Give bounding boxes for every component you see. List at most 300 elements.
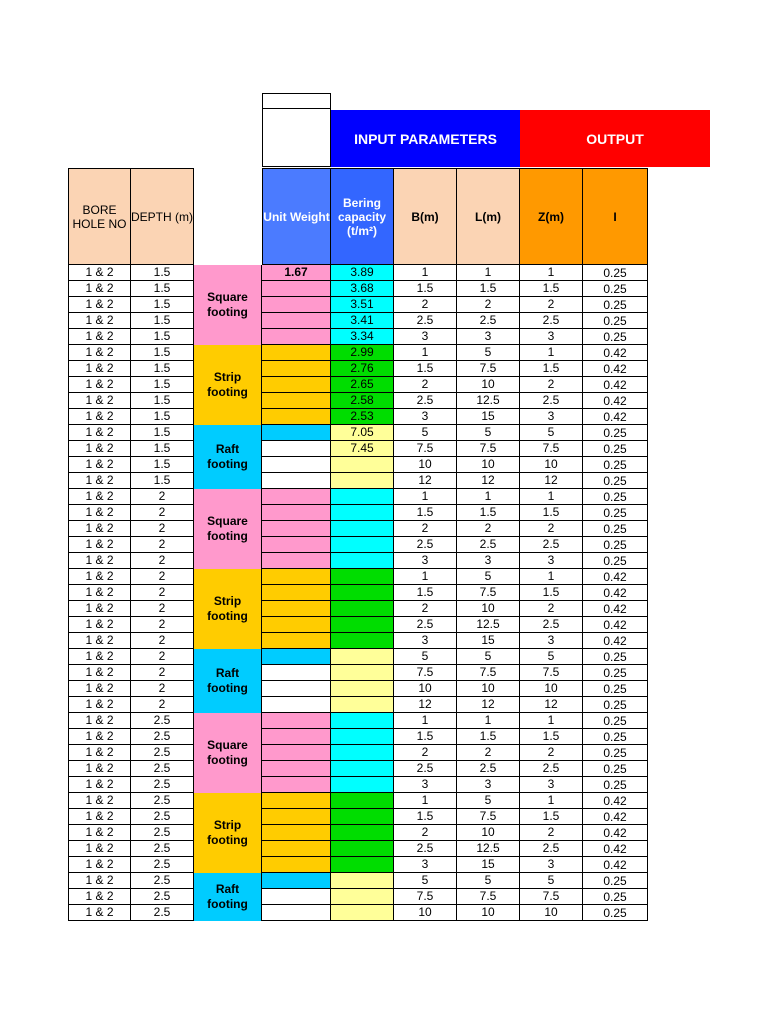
l-cell: 1 [457, 265, 520, 281]
table-row [68, 729, 648, 745]
b-cell: 1 [394, 569, 457, 585]
l-cell: 5 [457, 425, 520, 441]
bore-hole-cell: 1 & 2 [68, 297, 131, 313]
bore-hole-cell: 1 & 2 [68, 345, 131, 361]
table-row [68, 281, 648, 297]
z-cell: 2 [520, 745, 583, 761]
bearing-capacity-cell: 7.05 [331, 425, 394, 441]
z-cell: 5 [520, 873, 583, 889]
bore-hole-cell: 1 & 2 [68, 313, 131, 329]
bearing-capacity-cell [331, 713, 394, 729]
z-cell: 3 [520, 553, 583, 569]
depth-cell: 2.5 [131, 825, 194, 841]
table-row [68, 521, 648, 537]
i-cell: 0.25 [583, 761, 648, 777]
l-cell: 1 [457, 489, 520, 505]
l-cell: 12.5 [457, 393, 520, 409]
b-cell: 7.5 [394, 665, 457, 681]
bore-hole-cell: 1 & 2 [68, 377, 131, 393]
depth-cell: 1.5 [131, 441, 194, 457]
table-row [68, 537, 648, 553]
bore-hole-cell: 1 & 2 [68, 505, 131, 521]
table-row [68, 569, 648, 585]
unit-weight-cell [262, 793, 331, 809]
b-cell: 7.5 [394, 441, 457, 457]
i-cell: 0.42 [583, 409, 648, 425]
bore-hole-cell: 1 & 2 [68, 537, 131, 553]
bore-hole-cell: 1 & 2 [68, 841, 131, 857]
z-cell: 2 [520, 377, 583, 393]
table-row [68, 601, 648, 617]
output-banner: OUTPUT [520, 110, 710, 167]
unit-weight-cell [262, 441, 331, 457]
bore-hole-cell: 1 & 2 [68, 569, 131, 585]
bore-hole-cell: 1 & 2 [68, 857, 131, 873]
bearing-capacity-cell [331, 473, 394, 489]
table-row [68, 761, 648, 777]
l-cell: 1.5 [457, 729, 520, 745]
header-unit-weight: Unit Weight [262, 168, 331, 265]
b-cell: 10 [394, 681, 457, 697]
z-cell: 7.5 [520, 441, 583, 457]
z-cell: 1.5 [520, 729, 583, 745]
unit-weight-cell [262, 569, 331, 585]
depth-cell: 2 [131, 569, 194, 585]
z-cell: 7.5 [520, 665, 583, 681]
i-cell: 0.25 [583, 505, 648, 521]
z-cell: 12 [520, 697, 583, 713]
l-cell: 10 [457, 601, 520, 617]
unit-weight-cell [262, 361, 331, 377]
z-cell: 2.5 [520, 393, 583, 409]
table-row [68, 489, 648, 505]
depth-cell: 2.5 [131, 873, 194, 889]
z-cell: 1.5 [520, 585, 583, 601]
z-cell: 1 [520, 569, 583, 585]
bore-hole-cell: 1 & 2 [68, 281, 131, 297]
z-cell: 12 [520, 473, 583, 489]
unit-weight-cell [262, 825, 331, 841]
i-cell: 0.42 [583, 825, 648, 841]
i-cell: 0.25 [583, 457, 648, 473]
z-cell: 2 [520, 601, 583, 617]
i-cell: 0.25 [583, 329, 648, 345]
l-cell: 15 [457, 409, 520, 425]
l-cell: 1 [457, 713, 520, 729]
bearing-capacity-cell [331, 697, 394, 713]
bore-hole-cell: 1 & 2 [68, 873, 131, 889]
b-cell: 1.5 [394, 281, 457, 297]
b-cell: 1 [394, 265, 457, 281]
bore-hole-cell: 1 & 2 [68, 265, 131, 281]
bearing-capacity-cell [331, 505, 394, 521]
i-cell: 0.25 [583, 777, 648, 793]
unit-weight-cell [262, 633, 331, 649]
header-z: Z(m) [520, 168, 583, 265]
depth-cell: 2 [131, 537, 194, 553]
table-row [68, 505, 648, 521]
z-cell: 1 [520, 345, 583, 361]
l-cell: 7.5 [457, 361, 520, 377]
bore-hole-cell: 1 & 2 [68, 761, 131, 777]
z-cell: 2 [520, 297, 583, 313]
l-cell: 5 [457, 569, 520, 585]
bearing-capacity-cell: 2.58 [331, 393, 394, 409]
bearing-capacity-cell [331, 521, 394, 537]
unit-weight-cell [262, 681, 331, 697]
i-cell: 0.25 [583, 697, 648, 713]
bore-hole-cell: 1 & 2 [68, 905, 131, 921]
l-cell: 2.5 [457, 761, 520, 777]
strip-footing-label: Strip footing [194, 345, 262, 425]
table-row [68, 345, 648, 361]
table-row [68, 825, 648, 841]
depth-cell: 1.5 [131, 297, 194, 313]
i-cell: 0.25 [583, 265, 648, 281]
table-row [68, 745, 648, 761]
i-cell: 0.42 [583, 617, 648, 633]
table-row [68, 329, 648, 345]
raft-footing-label: Raft footing [194, 425, 262, 489]
bore-hole-cell: 1 & 2 [68, 617, 131, 633]
bearing-capacity-cell [331, 457, 394, 473]
b-cell: 10 [394, 905, 457, 921]
z-cell: 2.5 [520, 313, 583, 329]
z-cell: 2.5 [520, 761, 583, 777]
depth-cell: 2.5 [131, 777, 194, 793]
unit-weight-cell [262, 905, 331, 921]
bearing-capacity-cell [331, 649, 394, 665]
square-footing-label: Square footing [194, 265, 262, 345]
bore-hole-cell: 1 & 2 [68, 889, 131, 905]
table-row [68, 297, 648, 313]
b-cell: 2 [394, 297, 457, 313]
table-row [68, 889, 648, 905]
unit-weight-cell [262, 697, 331, 713]
bore-hole-cell: 1 & 2 [68, 809, 131, 825]
unit-weight-cell: 1.67 [262, 265, 331, 281]
depth-cell: 2.5 [131, 793, 194, 809]
unit-weight-cell [262, 841, 331, 857]
depth-cell: 2.5 [131, 809, 194, 825]
table-row [68, 681, 648, 697]
depth-cell: 2 [131, 505, 194, 521]
unit-weight-cell [262, 745, 331, 761]
l-cell: 5 [457, 345, 520, 361]
raft-footing-label: Raft footing [194, 873, 262, 921]
bore-hole-cell: 1 & 2 [68, 441, 131, 457]
bore-hole-cell: 1 & 2 [68, 665, 131, 681]
unit-weight-cell [262, 665, 331, 681]
l-cell: 2.5 [457, 313, 520, 329]
bearing-capacity-cell: 3.41 [331, 313, 394, 329]
bore-hole-cell: 1 & 2 [68, 457, 131, 473]
z-cell: 10 [520, 681, 583, 697]
b-cell: 2.5 [394, 313, 457, 329]
z-cell: 3 [520, 777, 583, 793]
depth-cell: 2 [131, 681, 194, 697]
bore-hole-cell: 1 & 2 [68, 793, 131, 809]
bore-hole-cell: 1 & 2 [68, 409, 131, 425]
bearing-capacity-cell [331, 793, 394, 809]
l-cell: 7.5 [457, 665, 520, 681]
z-cell: 1.5 [520, 281, 583, 297]
z-cell: 2.5 [520, 841, 583, 857]
i-cell: 0.25 [583, 281, 648, 297]
unit-weight-cell [262, 617, 331, 633]
i-cell: 0.25 [583, 297, 648, 313]
unit-weight-cell [262, 409, 331, 425]
table-row [68, 777, 648, 793]
bearing-capacity-cell [331, 489, 394, 505]
bore-hole-cell: 1 & 2 [68, 713, 131, 729]
l-cell: 15 [457, 633, 520, 649]
l-cell: 7.5 [457, 889, 520, 905]
b-cell: 2.5 [394, 841, 457, 857]
table-row [68, 361, 648, 377]
b-cell: 2 [394, 601, 457, 617]
b-cell: 2.5 [394, 393, 457, 409]
z-cell: 1.5 [520, 361, 583, 377]
i-cell: 0.25 [583, 713, 648, 729]
bearing-capacity-cell [331, 857, 394, 873]
depth-cell: 2.5 [131, 905, 194, 921]
square-footing-label: Square footing [194, 489, 262, 569]
i-cell: 0.42 [583, 361, 648, 377]
l-cell: 7.5 [457, 441, 520, 457]
depth-cell: 1.5 [131, 457, 194, 473]
i-cell: 0.25 [583, 745, 648, 761]
table-row [68, 809, 648, 825]
bearing-capacity-cell [331, 537, 394, 553]
bearing-capacity-cell: 3.68 [331, 281, 394, 297]
b-cell: 7.5 [394, 889, 457, 905]
i-cell: 0.42 [583, 569, 648, 585]
table-row [68, 905, 648, 921]
z-cell: 1.5 [520, 809, 583, 825]
i-cell: 0.42 [583, 633, 648, 649]
z-cell: 1 [520, 793, 583, 809]
i-cell: 0.25 [583, 681, 648, 697]
i-cell: 0.25 [583, 441, 648, 457]
depth-cell: 2.5 [131, 713, 194, 729]
table-row [68, 665, 648, 681]
bearing-capacity-cell [331, 729, 394, 745]
b-cell: 12 [394, 697, 457, 713]
unit-weight-cell [262, 377, 331, 393]
unit-weight-cell [262, 457, 331, 473]
l-cell: 3 [457, 777, 520, 793]
b-cell: 1.5 [394, 809, 457, 825]
b-cell: 3 [394, 329, 457, 345]
unit-weight-cell [262, 425, 331, 441]
unit-weight-cell [262, 329, 331, 345]
b-cell: 2 [394, 521, 457, 537]
unit-weight-cell [262, 857, 331, 873]
bearing-capacity-cell [331, 761, 394, 777]
bore-hole-cell: 1 & 2 [68, 425, 131, 441]
i-cell: 0.42 [583, 793, 648, 809]
bearing-capacity-cell: 2.76 [331, 361, 394, 377]
depth-cell: 2 [131, 665, 194, 681]
table-row [68, 473, 648, 489]
z-cell: 10 [520, 457, 583, 473]
bearing-capacity-label: Bering capacity (t/m²) [337, 195, 387, 238]
i-cell: 0.25 [583, 313, 648, 329]
bearing-capacity-cell [331, 905, 394, 921]
i-cell: 0.25 [583, 553, 648, 569]
strip-footing-label: Strip footing [194, 793, 262, 873]
b-cell: 2.5 [394, 617, 457, 633]
depth-cell: 2.5 [131, 841, 194, 857]
b-cell: 2 [394, 377, 457, 393]
l-cell: 2 [457, 297, 520, 313]
unit-weight-cell [262, 761, 331, 777]
b-cell: 2 [394, 825, 457, 841]
table-row [68, 553, 648, 569]
b-cell: 2.5 [394, 537, 457, 553]
b-cell: 5 [394, 425, 457, 441]
unit-weight-cell [262, 777, 331, 793]
b-cell: 3 [394, 633, 457, 649]
l-cell: 1.5 [457, 281, 520, 297]
depth-cell: 2 [131, 585, 194, 601]
i-cell: 0.42 [583, 345, 648, 361]
table-row [68, 313, 648, 329]
bore-hole-cell: 1 & 2 [68, 393, 131, 409]
z-cell: 2.5 [520, 617, 583, 633]
header-l: L(m) [457, 168, 520, 265]
bearing-capacity-cell [331, 681, 394, 697]
table-row [68, 713, 648, 729]
l-cell: 2 [457, 745, 520, 761]
depth-cell: 1.5 [131, 265, 194, 281]
z-cell: 5 [520, 649, 583, 665]
l-cell: 5 [457, 793, 520, 809]
l-cell: 10 [457, 457, 520, 473]
unit-weight-cell [262, 809, 331, 825]
bearing-capacity-cell [331, 873, 394, 889]
z-cell: 2 [520, 825, 583, 841]
depth-cell: 2.5 [131, 857, 194, 873]
table-row [68, 265, 648, 281]
b-cell: 1.5 [394, 505, 457, 521]
l-cell: 10 [457, 825, 520, 841]
l-cell: 5 [457, 649, 520, 665]
i-cell: 0.42 [583, 377, 648, 393]
table-row [68, 393, 648, 409]
bearing-capacity-cell [331, 569, 394, 585]
depth-cell: 2 [131, 521, 194, 537]
b-cell: 2 [394, 745, 457, 761]
z-cell: 1 [520, 265, 583, 281]
bore-hole-cell: 1 & 2 [68, 681, 131, 697]
depth-cell: 1.5 [131, 361, 194, 377]
i-cell: 0.25 [583, 665, 648, 681]
i-cell: 0.25 [583, 425, 648, 441]
header-b: B(m) [394, 168, 457, 265]
bearing-capacity-cell [331, 825, 394, 841]
depth-cell: 1.5 [131, 409, 194, 425]
b-cell: 3 [394, 409, 457, 425]
table-row [68, 697, 648, 713]
bearing-capacity-cell [331, 745, 394, 761]
depth-cell: 2.5 [131, 889, 194, 905]
l-cell: 7.5 [457, 585, 520, 601]
z-cell: 3 [520, 329, 583, 345]
i-cell: 0.25 [583, 873, 648, 889]
z-cell: 10 [520, 905, 583, 921]
unit-weight-cell [262, 297, 331, 313]
i-cell: 0.25 [583, 521, 648, 537]
bore-hole-cell: 1 & 2 [68, 729, 131, 745]
b-cell: 3 [394, 553, 457, 569]
depth-cell: 1.5 [131, 345, 194, 361]
table-row [68, 377, 648, 393]
b-cell: 1.5 [394, 361, 457, 377]
b-cell: 1.5 [394, 729, 457, 745]
unit-weight-cell [262, 713, 331, 729]
table-row [68, 857, 648, 873]
table-row [68, 409, 648, 425]
b-cell: 3 [394, 857, 457, 873]
i-cell: 0.25 [583, 729, 648, 745]
bearing-capacity-cell [331, 633, 394, 649]
l-cell: 10 [457, 905, 520, 921]
bore-hole-cell: 1 & 2 [68, 553, 131, 569]
table-row [68, 425, 648, 441]
bore-hole-cell: 1 & 2 [68, 777, 131, 793]
depth-cell: 2.5 [131, 729, 194, 745]
header-bore-hole-no: BORE HOLE NO [68, 168, 131, 265]
bearing-capacity-cell [331, 617, 394, 633]
bearing-capacity-cell: 3.34 [331, 329, 394, 345]
l-cell: 12 [457, 473, 520, 489]
input-parameters-banner: INPUT PARAMETERS [331, 110, 520, 167]
unit-weight-cell [262, 345, 331, 361]
bearing-capacity-cell [331, 809, 394, 825]
bearing-capacity-cell [331, 777, 394, 793]
l-cell: 15 [457, 857, 520, 873]
l-cell: 12.5 [457, 841, 520, 857]
l-cell: 12 [457, 697, 520, 713]
blank-cell-top [262, 93, 331, 109]
unit-weight-cell [262, 313, 331, 329]
z-cell: 1.5 [520, 505, 583, 521]
depth-cell: 1.5 [131, 473, 194, 489]
bore-hole-cell: 1 & 2 [68, 329, 131, 345]
i-cell: 0.42 [583, 585, 648, 601]
table-row [68, 441, 648, 457]
table-row [68, 793, 648, 809]
table-row [68, 841, 648, 857]
b-cell: 3 [394, 777, 457, 793]
unit-weight-cell [262, 601, 331, 617]
bearing-capacity-cell [331, 841, 394, 857]
header-i: I [583, 168, 648, 265]
bore-hole-cell: 1 & 2 [68, 585, 131, 601]
z-cell: 1 [520, 713, 583, 729]
bore-hole-cell: 1 & 2 [68, 649, 131, 665]
bearing-capacity-cell: 2.65 [331, 377, 394, 393]
depth-cell: 1.5 [131, 425, 194, 441]
l-cell: 2 [457, 521, 520, 537]
depth-cell: 2 [131, 697, 194, 713]
l-cell: 10 [457, 377, 520, 393]
i-cell: 0.42 [583, 841, 648, 857]
square-footing-label: Square footing [194, 713, 262, 793]
depth-cell: 2.5 [131, 745, 194, 761]
